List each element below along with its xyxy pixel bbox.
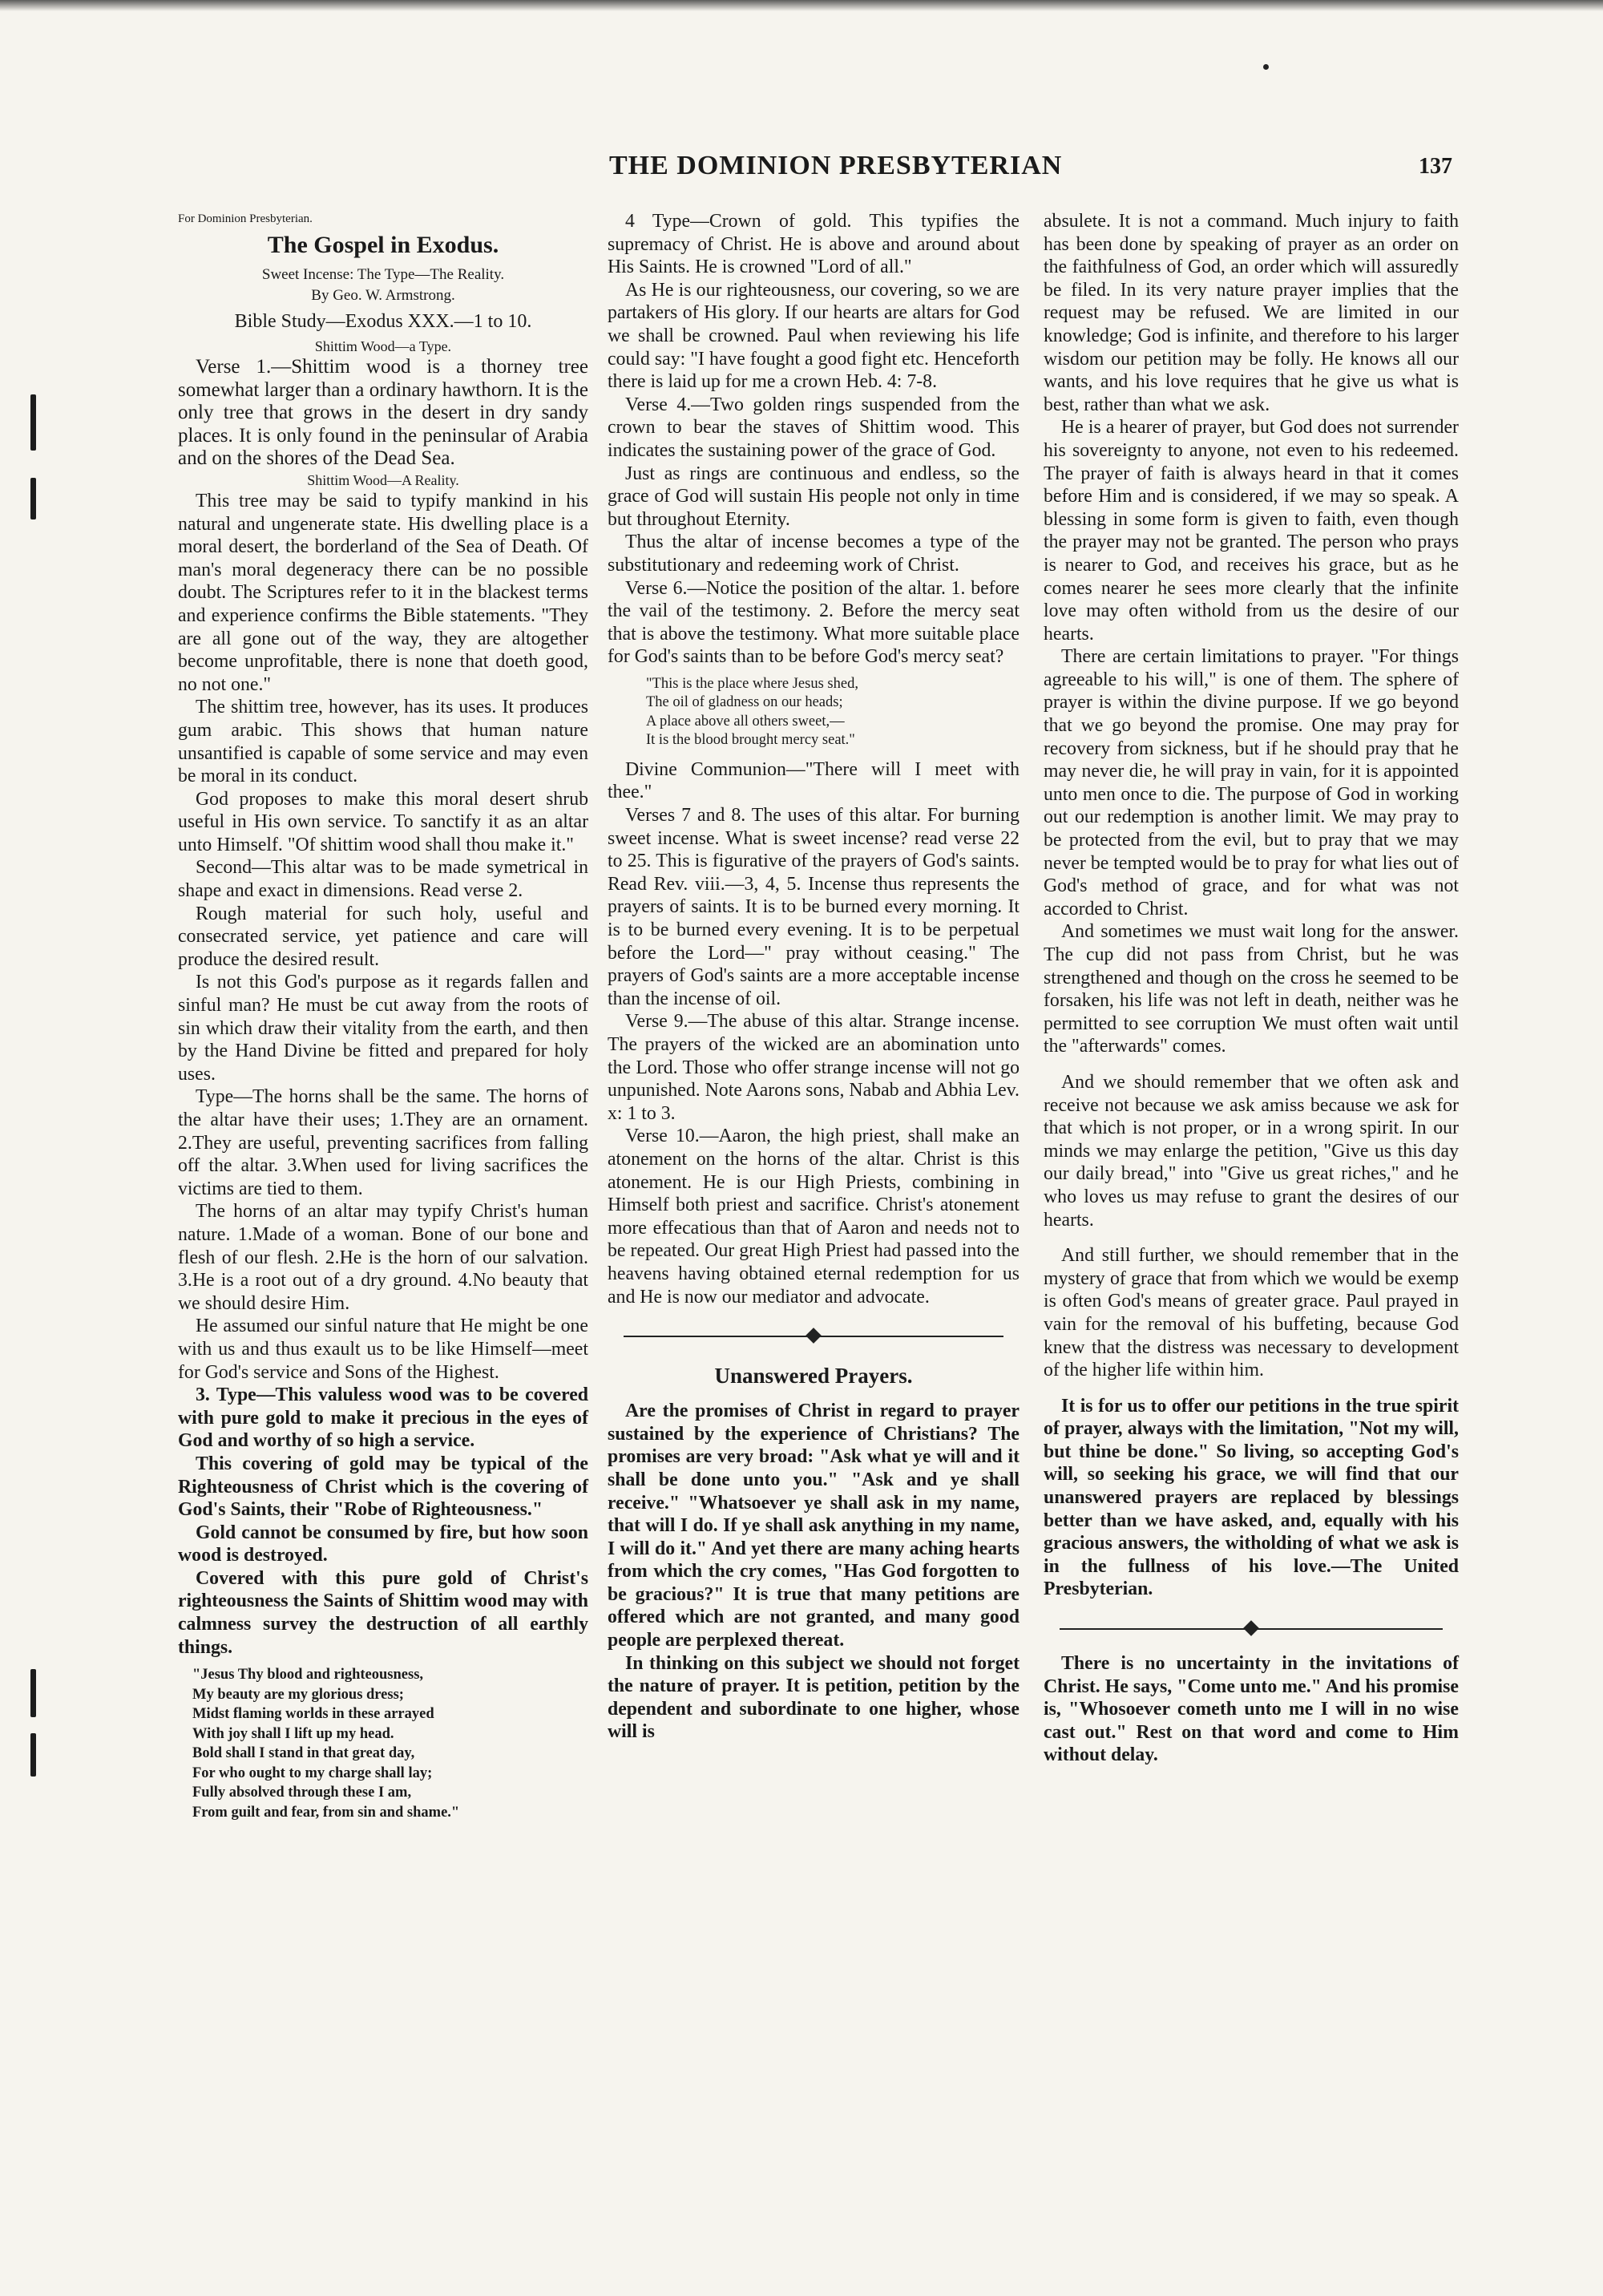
binding-mark <box>30 1669 36 1717</box>
hymn-verse <box>192 1665 588 1822</box>
paragraph: 3. Type—This valuless wood was to be covered with pure gold to make it precious in the eyes of God and worthy of so high a service. <box>178 1384 588 1452</box>
subheading: Shittim Wood—a Type. <box>314 338 452 354</box>
poem-line: "Jesus Thy blood and righteousness, <box>192 1667 424 1684</box>
poem-line: "This is the place where Jesus shed, <box>646 675 858 692</box>
subheading: Shittim Wood—A Reality. <box>307 471 459 488</box>
poem-line: My beauty are my glorious dress; <box>192 1686 404 1703</box>
binding-mark <box>30 394 36 451</box>
page-number: 137 <box>1419 154 1452 179</box>
paragraph: Is not this God's purpose as it regards fallen and sinful man? He must be cut away from the roots of sin which draw their vitality from the earth, and then by the Hand Divine be fitted and prepared for holy uses. <box>178 972 588 1085</box>
poem-line: The oil of gladness on our heads; <box>646 694 843 711</box>
paragraph: Second—This altar was to be made symetrical in shape and exact in dimensions. Read verse 2. <box>178 857 588 902</box>
bible-study-heading: Bible Study—Exodus XXX.—1 to 10. <box>234 311 532 332</box>
paragraph: Divine Communion—"There will I meet with thee." <box>608 758 1020 803</box>
paragraph: Verse 6.—Notice the position of the altar. 1. before the vail of the testimony. 2. Before the mercy seat that is above the testimony. What more suitable place for God's saints than to be before God's mercy seat? <box>608 577 1020 668</box>
paragraph: It is for us to offer our petitions in the true spirit of prayer, always with the limitation, "Not my will, but thine be done." So living, so accepting God's will, so seeking his grace, we will find that our unanswered prayers are replaced by blessings better than we have asked, and, equally with his gracious answers, the witholding of what we ask is in the fullness of his love.—The United Presbyterian. <box>1044 1395 1459 1600</box>
paragraph: There is no uncertainty in the invitations of Christ. He says, "Come unto me." And his promise is, "Whosoever cometh unto me I will in no wise cast out." Rest on that word and come to Him without delay. <box>1044 1653 1459 1766</box>
paragraph: In thinking on this subject we should not forget the nature of prayer. It is petition, petition by the dependent and subordinate to one higher, whose will is <box>608 1652 1020 1743</box>
ink-speck <box>1263 64 1269 70</box>
paragraph: And sometimes we must wait long for the answer. The cup did not pass from Christ, but he was strengthened and though on the cross he seemed to be forsaken, his life was not left in death, neither was he permitted to see corruption We must often wait until the "afterwards" comes. <box>1044 921 1459 1057</box>
poem-line: It is the blood brought mercy seat." <box>646 732 855 749</box>
paragraph: This tree may be said to typify mankind in his natural and ungenerate state. His dwelling place is a moral desert, the borderland of the Sea of Death. Of man's moral degeneracy there can be no possible doubt. The Scriptures refer to it in the blackest terms and experience confirms the Bible statements. "They are all gone out of the way, they are altogether become unprofitable, there is none that doeth good, no not one." <box>178 490 588 695</box>
running-head: THE DOMINION PRESBYTERIAN <box>609 151 1063 180</box>
paragraph: Gold cannot be consumed by fire, but how soon wood is destroyed. <box>178 1522 588 1566</box>
paragraph: He is a hearer of prayer, but God does not surrender his sovereignty to anyone, not even to his redeemed. The prayer of faith is always heard in that it comes before Him and is considered, if we may so speak. A blessing in some form is given to faith, even though the prayer may not be granted. The person who prays is nearer to God, and receives his grace, but as he comes nearer he sees more clearly that the infinite love may often withold from us the desire of our hearts. <box>1044 417 1459 645</box>
article-subtitle: Sweet Incense: The Type—The Reality. <box>261 266 505 283</box>
paragraph: Covered with this pure gold of Christ's righteousness the Saints of Shittim wood may with calmness survey the destruction of all earthly things. <box>178 1567 588 1658</box>
paragraph: Verses 7 and 8. The uses of this altar. For burning sweet incense. What is sweet incense? read verse 22 to 25. This is figurative of the prayers of God's saints. Read Rev. viii.—3, 4, 5. Incense thus represents the prayers of saints. It is to be burned every morning. It is to be burned every evening. It is to be perpetual before the Lord—" pray without ceasing." The prayers of God's saints are a more acceptable incense than the incense of oil. <box>608 805 1020 1009</box>
section-divider <box>624 1329 1003 1344</box>
credit-line: For Dominion Presbyterian. <box>178 212 313 225</box>
poem-line: A place above all others sweet,— <box>646 713 845 730</box>
paragraph: God proposes to make this moral desert shrub useful in His own service. To sanctify it as an altar unto Himself. "Of shittim wood shall thou make it." <box>178 788 588 855</box>
paragraph: And still further, we should remember that in the mystery of grace that from which we would be exemp is often God's means of greater grace. Paul prayed in vain for the removal of his buffeting, because God knew that the distress was necessary to development of the higher life within him. <box>1044 1245 1459 1381</box>
paragraph: There are certain limitations to prayer. "For things agreeable to his will," is one of them. The sphere of prayer is within the divine purpose. If we go beyond that we go beyond the promise. One may pray for recovery from sickness, but if he should pray that he may never die, he will pray in vain, for it is appointed unto men once to die. The purpose of God in working out our redemption is another limit. We may pray to be protected from the evil, but to pray that we may never be tempted would be to pray for what lies out of God's method of grace, and for what was not accorded to Christ. <box>1044 646 1459 920</box>
paragraph: 4 Type—Crown of gold. This typifies the supremacy of Christ. He is above and around about His Saints. He is crowned "Lord of all." <box>608 211 1020 278</box>
paragraph: Are the promises of Christ in regard to prayer sustained by the experience of Christians? The promises are very broad: "Ask what ye will and it shall be done unto you." "Ask and ye shall receive." "Whatsoever ye shall ask in my name, that will I do. If ye shall ask anything in my name, I will do it." And yet there are many aching hearts from which the cry comes, "Has God forgotten to be gracious?" It is true that many petitions are offered which are not granted, and many good people are perplexed thereat. <box>608 1401 1020 1651</box>
column-1 <box>178 210 588 1830</box>
paragraph: Verse 10.—Aaron, the high priest, shall make an atonement on the horns of the altar. Christ is this atonement. He is our High Priests, combining in Himself both priest and sacrifice. Christ's atonement more effecatious than that of Aaron and needs not to be repeated. Our great High Priest had passed into the heavens having obtained eternal redemption for us and He is now our mediator and advocate. <box>608 1126 1020 1308</box>
section-divider <box>1060 1622 1443 1636</box>
article-title: The Gospel in Exodus. <box>267 232 499 258</box>
paragraph: As He is our righteousness, our covering, so we are partakers of His glory. If our hearts are altars for God we shall be crowned. Paul when reviewing his life could say: "I have fought a good fight etc. Henceforth there is laid up for me a crown Heb. 4: 7-8. <box>608 279 1020 393</box>
section-title: Unanswered Prayers. <box>714 1364 913 1389</box>
divider-diamond <box>806 1328 822 1344</box>
poem-line: Bold shall I stand in that great day, <box>192 1745 415 1762</box>
page-top-edge <box>0 0 1603 11</box>
paragraph: And we should remember that we often ask and receive not because we ask amiss because we ask for that which is not proper, or in a wrong spirit. In our minds we may enlarge the petition, "Give us this day our daily bread," into "Give us great riches," and he who loves us may refuse to grant the desires of our hearts. <box>1044 1071 1459 1231</box>
hymn-verse <box>646 675 1020 750</box>
paragraph: This covering of gold may be typical of the Righteousness of Christ which is the covering of God's Saints, their "Robe of Righteousness." <box>178 1453 588 1521</box>
binding-mark <box>30 1733 36 1777</box>
divider-diamond <box>1243 1620 1259 1636</box>
column-2 <box>608 210 1020 1744</box>
paragraph: The horns of an altar may typify Christ's human nature. 1.Made of a woman. Bone of our bone and flesh of our flesh. 2.He is the horn of our salvation. 3.He is a root out of a dry ground. 4.No beauty that we should desire Him. <box>178 1201 588 1314</box>
paragraph: Verse 4.—Two golden rings suspended from the crown to bear the staves of Shittim wood. This indicates the sustaining power of the grace of God. <box>608 394 1020 461</box>
paragraph: Verse 9.—The abuse of this altar. Strange incense. The prayers of the wicked are an abomination unto the Lord. Those who offer strange incense will not go unpunished. Note Aarons sons, Nabab and Abhia Lev. x: 1 to 3. <box>608 1011 1020 1124</box>
paragraph: He assumed our sinful nature that He might be one with us and thus exault us to be like Himself—meet for God's service and Sons of the Highest. <box>178 1316 588 1383</box>
poem-line: Fully absolved through these I am, <box>192 1785 412 1801</box>
poem-line: Midst flaming worlds in these arrayed <box>192 1706 434 1723</box>
article-byline: By Geo. W. Armstrong. <box>311 287 455 304</box>
poem-line: For who ought to my charge shall lay; <box>192 1764 433 1781</box>
paragraph: Verse 1.—Shittim wood is a thorney tree somewhat larger than a ordinary hawthorn. It is the only tree that grows in the desert in dry sandy places. It is only found in the peninsular of Arabia and on the shores of the Dead Sea. <box>178 356 588 470</box>
paragraph: Just as rings are continuous and endless, so the grace of God will sustain His people not only in time but throughout Eternity. <box>608 463 1020 530</box>
paragraph: Type—The horns shall be the same. The horns of the altar have their uses; 1.They are an ornament. 2.They are useful, preventing sacrifices from falling off the altar. 3.When used for living sacrifices the victims are tied to them. <box>178 1086 588 1199</box>
paragraph: The shittim tree, however, has its uses. It produces gum arabic. This shows that human nature unsantified is capable of some service and may even be moral in its conduct. <box>178 697 588 787</box>
binding-mark <box>30 478 36 519</box>
paragraph: Thus the altar of incense becomes a type of the substitutionary and redeeming work of Christ. <box>608 532 1020 576</box>
poem-line: From guilt and fear, from sin and shame." <box>192 1804 460 1821</box>
poem-line: With joy shall I lift up my head. <box>192 1725 394 1742</box>
column-3 <box>1044 210 1459 1767</box>
paragraph: absulete. It is not a command. Much injury to faith has been done by speaking of prayer as an order on the faithfulness of God, an order which will assuredly be filed. In its very nature prayer implies that the request may be refused. We are limited in our knowledge; God is infinite, and therefore to his larger wisdom our petition may be folly. He knows all our wants, and his love requires that he give us what is best, rather than what we ask. <box>1044 211 1459 415</box>
paragraph: Rough material for such holy, useful and consecrated service, yet patience and care will produce the desired result. <box>178 903 588 970</box>
